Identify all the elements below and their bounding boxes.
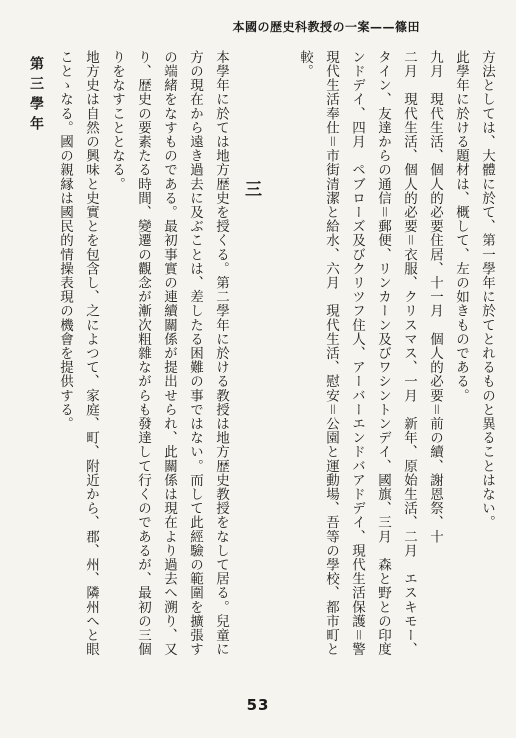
text-column: 本學年に於ては地方歴史を授くる。第二學年に於ける教授は地方歴史教授をなして居る。兒童に (213, 50, 229, 657)
text-column: 方法としては、大體に於て、第一學年に於てとれるものと異ることはない。 (479, 50, 495, 530)
page-number: 53 (246, 696, 270, 714)
running-head-text: 本國の歴史科教授の一案——篠田 (232, 20, 420, 34)
text-column: り、歴史の要素たる時間、變遷の觀念が漸次粗雜ながらも發達して行くのであるが、最初の三個 (135, 50, 151, 657)
text-column: の端緒をなすものである。最初事實の連續關係が提出せられ、此關係は現在より過去へ溯り、又 (161, 50, 177, 657)
text-column: 現代生活奉仕＝市街清潔と給水、六月 現代生活、慰安＝公園と運動場、吾等の學校、都市町と (323, 50, 339, 657)
text-column: 方の現在から遠き過去に及ぶことは、差したる困難の事ではない。而して此經驗の範圍を擴張す (187, 50, 203, 657)
text-column: ことゝなる。國の親縁は國民的情操表現の機會を提供する。 (57, 50, 73, 431)
text-column: りをなすこととなる。 (109, 50, 125, 191)
text-column: 地方史は自然の興味と史實とを包含し、之によつて、家庭、町、附近から、郡、州、隣州へと眼 (83, 50, 99, 657)
running-head (40, 18, 420, 35)
grade-title: 第三學年 (28, 56, 44, 136)
text-column: ンドデイ、四月 ペブローズ及びクリツフ住人、アーバーエンドバアドデイ、現代生活保護＝警 (349, 50, 365, 657)
text-column: タイン、友達からの通信＝郵便、リンカーン及びワシントンデイ、國旗、三月 森と野との印度 (375, 50, 391, 657)
text-column: 此學年に於ける題材は、概して、左の如きものである。 (453, 50, 469, 403)
section-number: 三 (241, 180, 261, 199)
text-column: 二月 現代生活、個人的必要＝衣服、クリスマス、一月 新年、原始生活、二月 エスキモー、 (401, 50, 417, 657)
text-column: 九月 現代生活、個人的必要住居、十一月 個人的必要＝前の續、謝恩祭、十 (427, 50, 443, 544)
text-column: 較。 (297, 50, 313, 79)
